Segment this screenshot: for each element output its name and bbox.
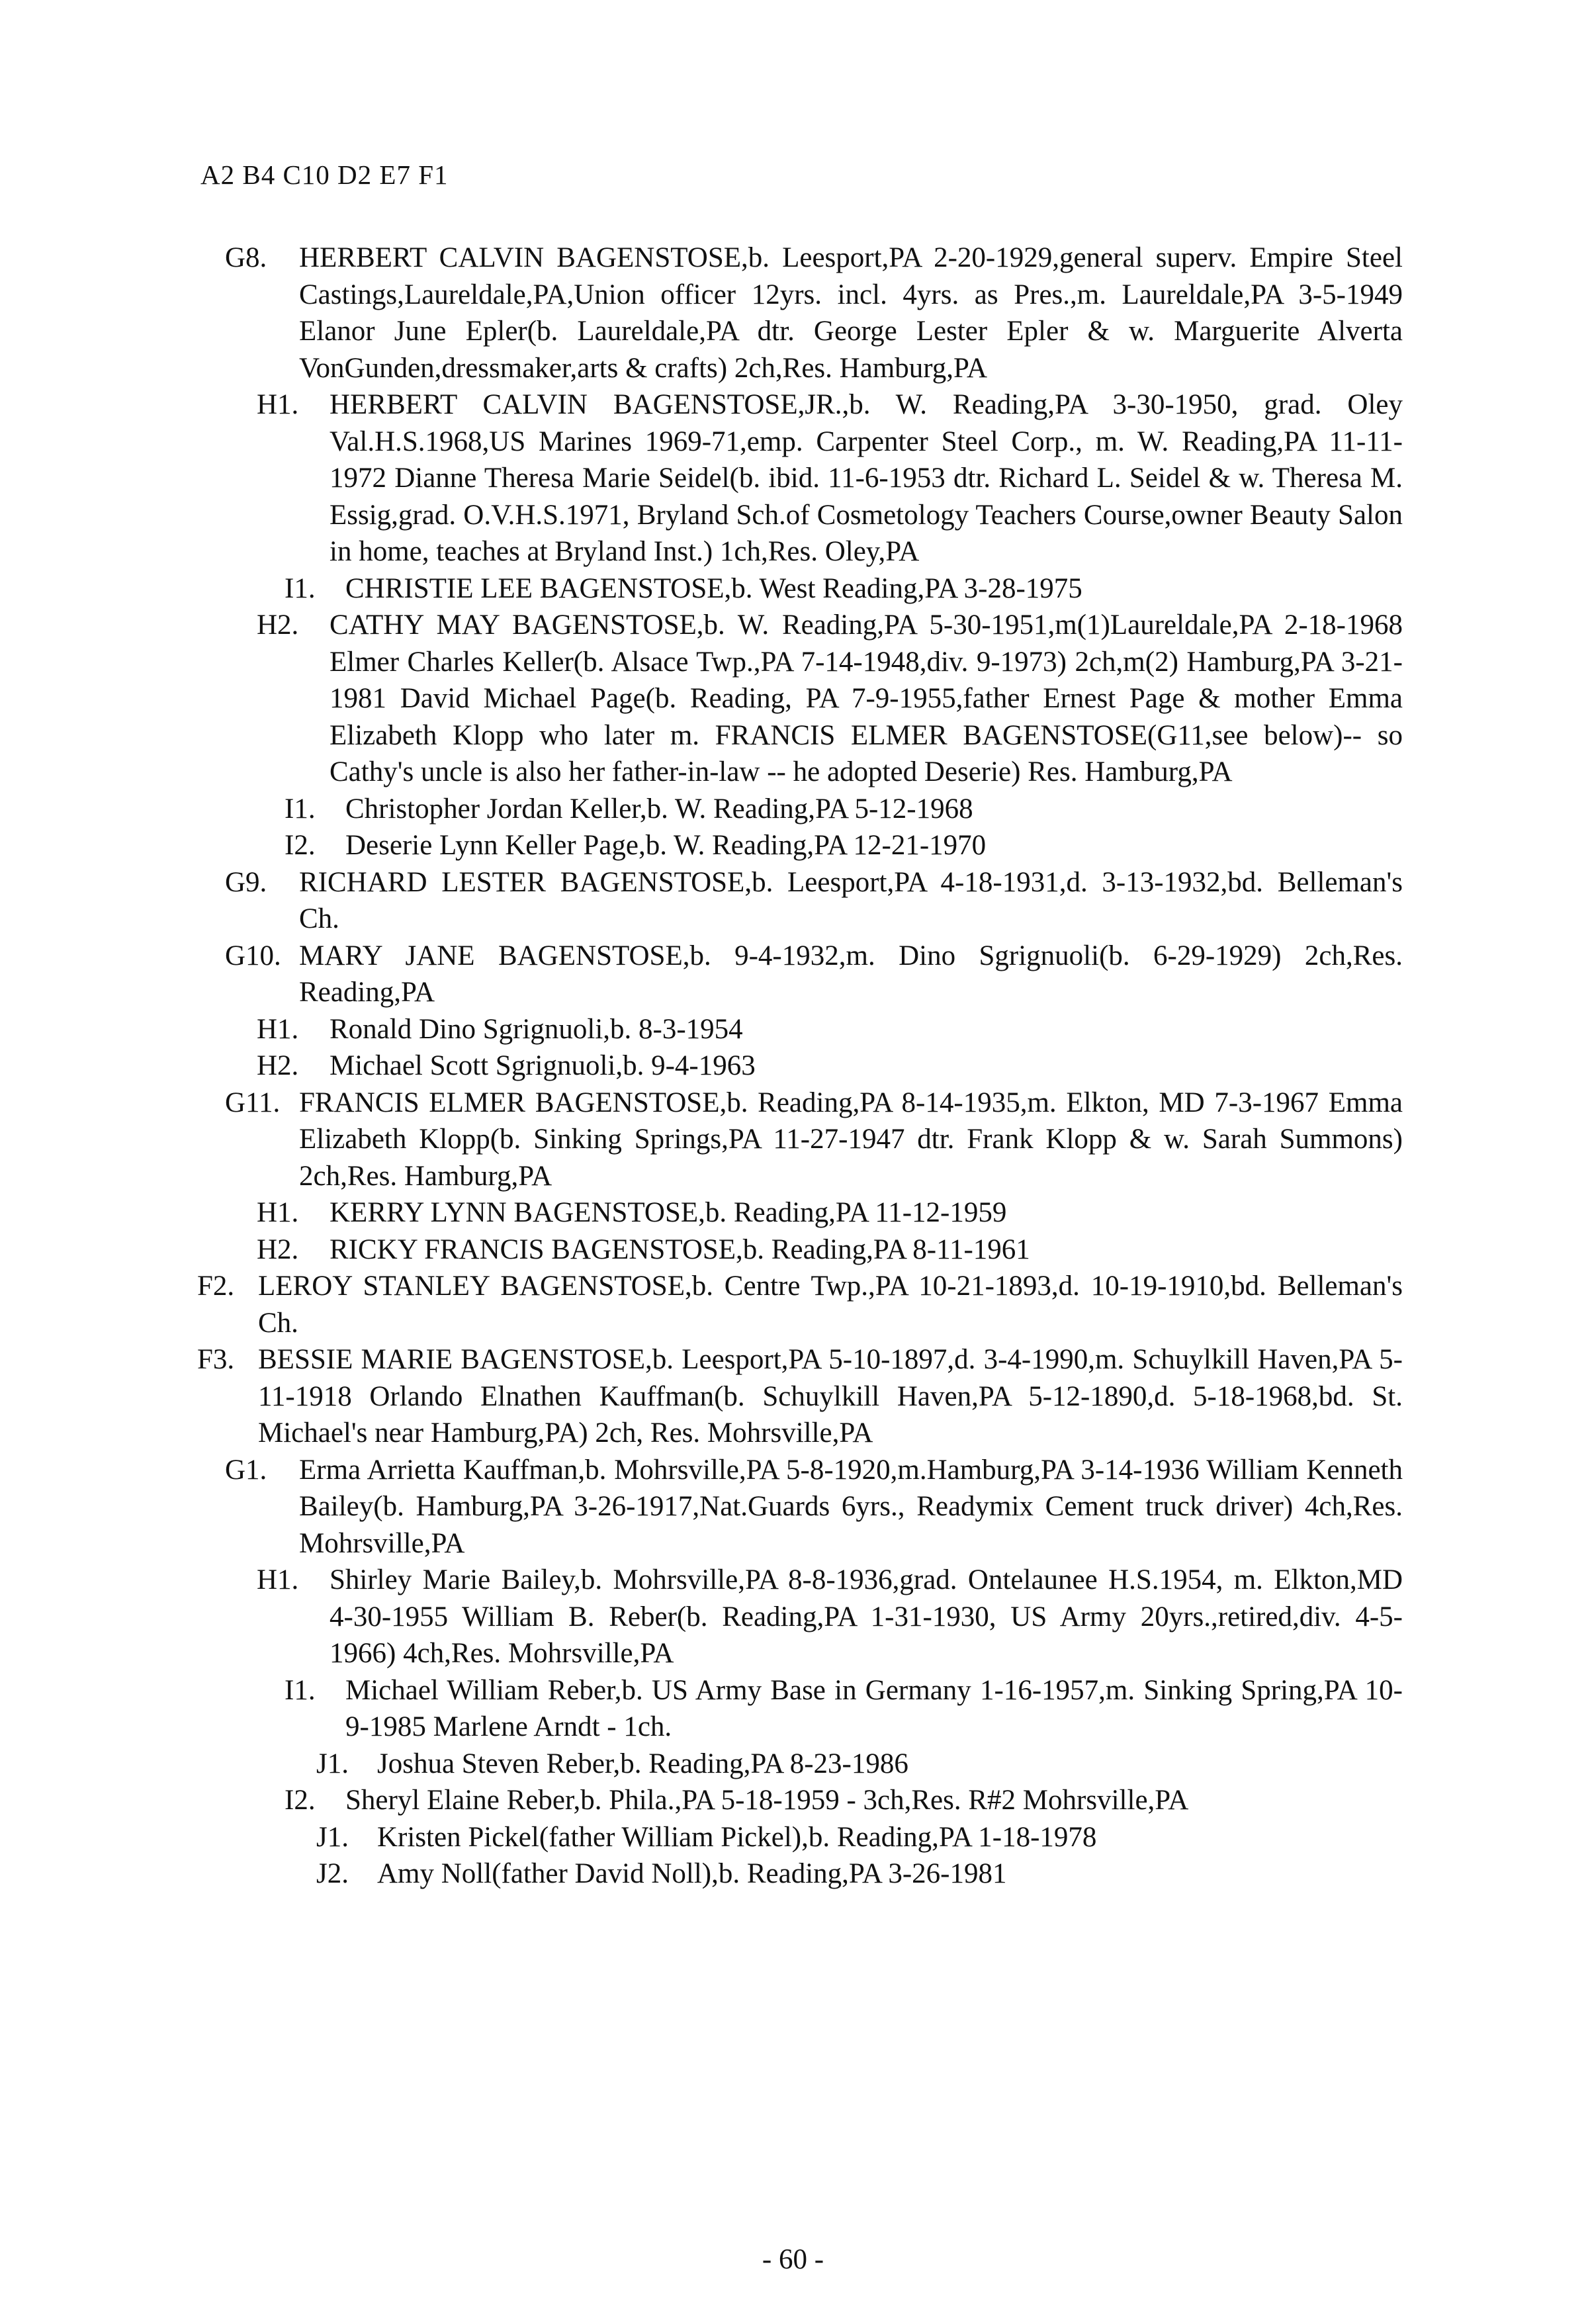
entry-text: Erma Arrietta Kauffman,b. Mohrsville,PA 5-8-1920,m.Hamburg,PA 3-14-1936 William Kenneth Bailey(b. Hamburg,PA 3-26-1917,Nat.Guards 6yrs., Readymix Cement truck driver) 4ch,Res. Mohrsville,PA bbox=[299, 1454, 1403, 1559]
entry-label: F3. bbox=[197, 1344, 235, 1375]
entry-text: HERBERT CALVIN BAGENSTOSE,b. Leesport,PA 2-20-1929,general superv. Empire Steel Castings,Laureldale,PA,Union officer 12yrs. incl. 4yrs. as Pres.,m. Laureldale,PA 3-5-1949 Elanor June Epler(b. Laureldale,PA dtr. George Lester Epler & w. Marguerite Alverta VonGunden,dressmaker,arts & crafts) 2ch,Res. Hamburg,PA bbox=[299, 242, 1403, 384]
entry-text: RICKY FRANCIS BAGENSTOSE,b. Reading,PA 8-11-1961 bbox=[330, 1233, 1030, 1265]
entry-text: Sheryl Elaine Reber,b. Phila.,PA 5-18-1959 - 3ch,Res. R#2 Mohrsville,PA bbox=[345, 1785, 1189, 1816]
entry-text: CHRISTIE LEE BAGENSTOSE,b. West Reading,PA 3-28-1975 bbox=[345, 572, 1082, 604]
entry-text: RICHARD LESTER BAGENSTOSE,b. Leesport,PA 4-18-1931,d. 3-13-1932,bd. Belleman's Ch. bbox=[299, 866, 1403, 934]
genealogy-entry bbox=[0, 791, 1403, 828]
genealogy-entry bbox=[0, 1452, 1403, 1562]
genealogy-entry bbox=[0, 1819, 1403, 1856]
entry-label: G11. bbox=[225, 1087, 281, 1118]
genealogy-entry bbox=[0, 1194, 1403, 1231]
entry-text: Amy Noll(father David Noll),b. Reading,PA 3-26-1981 bbox=[377, 1858, 1007, 1889]
genealogy-entry bbox=[0, 1268, 1403, 1341]
entry-text: CATHY MAY BAGENSTOSE,b. W. Reading,PA 5-30-1951,m(1)Laureldale,PA 2-18-1968 Elmer Charles Keller(b. Alsace Twp.,PA 7-14-1948,div. 9-1973) 2ch,m(2) Hamburg,PA 3-21-1981 David Michael Page(b. Reading, PA 7-9-1955,father Ernest Page & mother Emma Elizabeth Klopp who later m. FRANCIS ELMER BAGENSTOSE(G11,see below)-- so Cathy's uncle is also her father-in-law -- he adopted Deserie) Res. Hamburg,PA bbox=[330, 609, 1403, 787]
entry-text: KERRY LYNN BAGENSTOSE,b. Reading,PA 11-12-1959 bbox=[330, 1197, 1007, 1228]
genealogy-entry bbox=[0, 1341, 1403, 1452]
entry-label: G9. bbox=[225, 866, 267, 898]
entry-text: Michael William Reber,b. US Army Base in Germany 1-16-1957,m. Sinking Spring,PA 10-9-1985 Marlene Arndt - 1ch. bbox=[345, 1674, 1403, 1742]
entry-label: I2. bbox=[285, 1785, 316, 1816]
entry-label: H1. bbox=[257, 1013, 299, 1045]
entry-text: Christopher Jordan Keller,b. W. Reading,PA 5-12-1968 bbox=[345, 793, 973, 825]
entry-text: Michael Scott Sgrignuoli,b. 9-4-1963 bbox=[330, 1050, 756, 1081]
entry-label: F2. bbox=[197, 1271, 235, 1302]
page-header-lineage: A2 B4 C10 D2 E7 F1 bbox=[200, 159, 449, 190]
genealogy-entry bbox=[0, 607, 1403, 791]
entry-label: G1. bbox=[225, 1454, 267, 1486]
entry-label: J2. bbox=[316, 1858, 349, 1889]
entry-label: I2. bbox=[285, 830, 316, 861]
page-number: - 60 - bbox=[762, 2244, 824, 2275]
entry-text: HERBERT CALVIN BAGENSTOSE,JR.,b. W. Reading,PA 3-30-1950, grad. Oley Val.H.S.1968,US Marines 1969-71,emp. Carpenter Steel Corp., m. W. Reading,PA 11-11-1972 Dianne Theresa Marie Seidel(b. ibid. 11-6-1953 dtr. Richard L. Seidel & w. Theresa M. Essig,grad. O.V.H.S.1971, Bryland Sch.of Cosmetology Teachers Course,owner Beauty Salon in home, teaches at Bryland Inst.) 1ch,Res. Oley,PA bbox=[330, 389, 1403, 567]
entry-label: J1. bbox=[316, 1748, 349, 1779]
entry-text: Shirley Marie Bailey,b. Mohrsville,PA 8-8-1936,grad. Ontelaunee H.S.1954, m. Elkton,MD 4-30-1955 William B. Reber(b. Reading,PA 1-31-1930, US Army 20yrs.,retired,div. 4-5-1966) 4ch,Res. Mohrsville,PA bbox=[330, 1564, 1403, 1669]
entry-text: LEROY STANLEY BAGENSTOSE,b. Centre Twp.,PA 10-21-1893,d. 10-19-1910,bd. Belleman's Ch. bbox=[258, 1271, 1403, 1339]
genealogy-entry bbox=[0, 386, 1403, 570]
genealogy-entry bbox=[0, 864, 1403, 938]
genealogy-entry bbox=[0, 1085, 1403, 1195]
genealogy-entry bbox=[0, 1562, 1403, 1672]
entry-label: G8. bbox=[225, 242, 267, 273]
entry-label: H2. bbox=[257, 609, 299, 641]
genealogy-entry bbox=[0, 1782, 1403, 1819]
genealogy-entry bbox=[0, 938, 1403, 1011]
genealogy-entry bbox=[0, 1231, 1403, 1269]
genealogy-entry bbox=[0, 1672, 1403, 1746]
entry-text: Kristen Pickel(father William Pickel),b. Reading,PA 1-18-1978 bbox=[377, 1821, 1097, 1853]
genealogy-entry bbox=[0, 1011, 1403, 1048]
entry-text: FRANCIS ELMER BAGENSTOSE,b. Reading,PA 8-14-1935,m. Elkton, MD 7-3-1967 Emma Elizabeth Klopp(b. Sinking Springs,PA 11-27-1947 dtr. Frank Klopp & w. Sarah Summons) 2ch,Res. Hamburg,PA bbox=[299, 1087, 1403, 1192]
entry-label: I1. bbox=[285, 793, 316, 825]
genealogy-entry bbox=[0, 570, 1403, 607]
entry-text: Joshua Steven Reber,b. Reading,PA 8-23-1986 bbox=[377, 1748, 908, 1779]
entry-label: H1. bbox=[257, 389, 299, 420]
genealogy-entries bbox=[0, 240, 1586, 1893]
genealogy-entry bbox=[0, 1746, 1403, 1783]
entry-text: BESSIE MARIE BAGENSTOSE,b. Leesport,PA 5-10-1897,d. 3-4-1990,m. Schuylkill Haven,PA 5-11-1918 Orlando Elnathen Kauffman(b. Schuylkill Haven,PA 5-12-1890,d. 5-18-1968,bd. St. Michael's near Hamburg,PA) 2ch, Res. Mohrsville,PA bbox=[258, 1344, 1403, 1449]
genealogy-entry bbox=[0, 1855, 1403, 1893]
entry-label: J1. bbox=[316, 1821, 349, 1853]
entry-label: H1. bbox=[257, 1197, 299, 1228]
entry-label: H1. bbox=[257, 1564, 299, 1595]
entry-label: G10. bbox=[225, 940, 281, 971]
genealogy-entry bbox=[0, 240, 1403, 386]
entry-text: Deserie Lynn Keller Page,b. W. Reading,PA 12-21-1970 bbox=[345, 830, 987, 861]
entry-label: H2. bbox=[257, 1233, 299, 1265]
genealogy-entry bbox=[0, 1048, 1403, 1085]
entry-text: MARY JANE BAGENSTOSE,b. 9-4-1932,m. Dino Sgrignuoli(b. 6-29-1929) 2ch,Res. Reading,PA bbox=[299, 940, 1403, 1008]
entry-label: I1. bbox=[285, 572, 316, 604]
entry-label: I1. bbox=[285, 1674, 316, 1706]
entry-label: H2. bbox=[257, 1050, 299, 1081]
genealogy-entry bbox=[0, 827, 1403, 864]
entry-text: Ronald Dino Sgrignuoli,b. 8-3-1954 bbox=[330, 1013, 743, 1045]
